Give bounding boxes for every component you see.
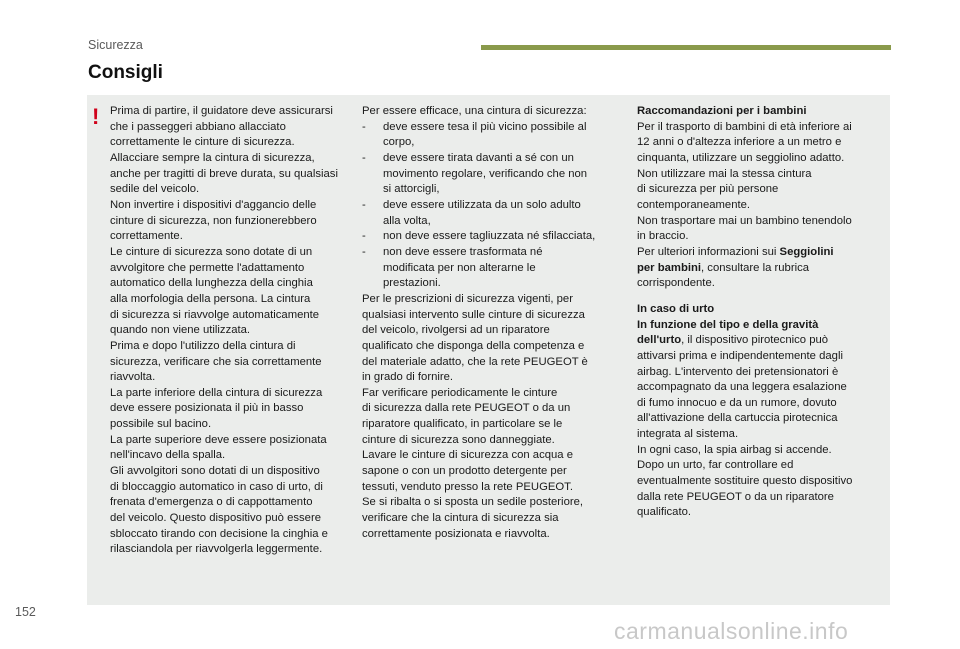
text-line: quando non viene utilizzata. bbox=[110, 324, 251, 337]
crash-first-line: dell'urto, il dispositivo pirotecnico può bbox=[637, 334, 829, 347]
text-line: di sicurezza si riavvolge automaticamente bbox=[110, 308, 320, 321]
text-line: Lavare le cinture di sicurezza con acqua e bbox=[362, 449, 573, 462]
text-line: cinquanta, utilizzare un seggiolino adatto. bbox=[637, 151, 845, 164]
crash-bold-line: In funzione del tipo e della gravità bbox=[637, 318, 819, 331]
text-line: automatico della lunghezza della cinghia bbox=[110, 277, 313, 290]
text-line: correttamente. bbox=[110, 230, 183, 243]
text-line: sbloccato tirando con decisione la cinghia e bbox=[110, 527, 328, 540]
list-item bbox=[362, 120, 624, 151]
text-line: all'attivazione della cartuccia pirotecnica bbox=[637, 412, 838, 425]
text-line: del veicolo, rivolgersi ad un riparatore bbox=[362, 324, 550, 337]
list-item bbox=[362, 229, 624, 245]
text-line: alla volta, bbox=[383, 214, 431, 227]
text-line: in grado di fornire. bbox=[362, 371, 454, 384]
text-line: di sicurezza dalla rete PEUGEOT o da un bbox=[362, 402, 571, 415]
text-line: La parte inferiore della cintura di sicurezza bbox=[110, 386, 323, 399]
text-line: In ogni caso, la spia airbag si accende. bbox=[637, 443, 832, 456]
text-line: anche per tragitti di breve durata, su qualsiasi bbox=[110, 167, 338, 180]
text-line: integrata al sistema. bbox=[637, 428, 739, 441]
text-line: Far verificare periodicamente le cinture bbox=[362, 386, 558, 399]
text-line: verificare che la cintura di sicurezza sia bbox=[362, 512, 559, 525]
text-line: non deve essere trasformata né bbox=[383, 245, 543, 258]
text-line: contemporaneamente. bbox=[637, 198, 751, 211]
text-line: Dopo un urto, far controllare ed bbox=[637, 459, 794, 472]
section-label: Sicurezza bbox=[88, 38, 143, 52]
text-line: deve essere tirata davanti a sé con un bbox=[383, 151, 574, 164]
text-line: Per le prescrizioni di sicurezza vigenti, per bbox=[362, 292, 573, 305]
text-line: movimento regolare, verificando che non bbox=[383, 167, 588, 180]
text-line: di fumo innocuo e da un rumore, dovuto bbox=[637, 396, 837, 409]
crash-heading: In caso di urto bbox=[637, 302, 715, 315]
text-line: di sicurezza per più persone bbox=[637, 183, 779, 196]
text-line: si attorcigli, bbox=[383, 183, 440, 196]
list-dash: - bbox=[362, 198, 366, 211]
text-line: qualificato. bbox=[637, 506, 692, 519]
seatbelt-requirements-list bbox=[362, 120, 624, 292]
list-dash: - bbox=[362, 151, 366, 164]
text-line: rilasciandola per riavvolgerla leggermente. bbox=[110, 543, 323, 556]
children-text bbox=[637, 120, 877, 245]
text-line: 12 anni o d'altezza inferiore a un metro e bbox=[637, 136, 842, 149]
text-line: Per il trasporto di bambini di età inferiore ai bbox=[637, 120, 852, 133]
text-line: sapone o con un prodotto detergente per bbox=[362, 465, 567, 478]
text-line: Se si ribalta o si sposta un sedile posteriore, bbox=[362, 496, 584, 509]
page-number: 152 bbox=[15, 605, 36, 619]
text-line: in braccio. bbox=[637, 230, 689, 243]
text-line: avvolgitore che permette l'adattamento bbox=[110, 261, 305, 274]
list-item bbox=[362, 198, 624, 229]
list-item bbox=[362, 245, 624, 292]
header-accent-bar bbox=[481, 45, 891, 50]
page-title: Consigli bbox=[88, 62, 163, 83]
text-line: deve essere posizionata il più in basso bbox=[110, 402, 304, 415]
text-line: prestazioni. bbox=[383, 277, 441, 290]
text-line: deve essere tesa il più vicino possibile al bbox=[383, 120, 587, 133]
text-line: riavvolta. bbox=[110, 371, 156, 384]
text-line: eventualmente sostituire questo dispositivo bbox=[637, 475, 853, 488]
seatbelt-maintenance-text bbox=[362, 292, 624, 543]
column-1-text bbox=[110, 104, 360, 558]
exclamation-warning-icon: ! bbox=[92, 104, 100, 129]
text-line: riparatore qualificato, in particolare se le bbox=[362, 418, 563, 431]
text-line: qualificato che disponga della competenza e bbox=[362, 339, 585, 352]
children-heading: Raccomandazioni per i bambini bbox=[637, 105, 807, 117]
text-line: nell'incavo della spalla. bbox=[110, 449, 226, 462]
children-reference-line-2: per bambini, consultare la rubrica bbox=[637, 261, 810, 274]
text-line: Gli avvolgitori sono dotati di un dispositivo bbox=[110, 465, 320, 478]
text-line: dalla rete PEUGEOT o da un riparatore bbox=[637, 490, 834, 503]
text-line: del materiale adatto, che la rete PEUGEOT è bbox=[362, 355, 588, 368]
text-line: attivarsi prima e indipendentemente dagli bbox=[637, 349, 843, 362]
text-line: di bloccaggio automatico in caso di urto, di bbox=[110, 480, 323, 493]
text-line: correttamente posizionata e riavvolta. bbox=[362, 527, 550, 540]
text-line: Prima di partire, il guidatore deve assicurarsi bbox=[110, 105, 333, 117]
watermark: carmanualsonline.info bbox=[614, 618, 849, 644]
text-line: Le cinture di sicurezza sono dotate di un bbox=[110, 245, 313, 258]
text-line: frenata d'emergenza o di cappottamento bbox=[110, 496, 313, 509]
text-line: corpo, bbox=[383, 136, 415, 149]
list-dash: - bbox=[362, 230, 366, 243]
text-line: Non utilizzare mai la stessa cintura bbox=[637, 167, 812, 180]
text-line: cinture di sicurezza sono danneggiate. bbox=[362, 433, 555, 446]
text-line: possibile sul bacino. bbox=[110, 418, 212, 431]
seatbelt-intro: Per essere efficace, una cintura di sicurezza: bbox=[362, 105, 587, 117]
text-line: sicurezza, verificare che sia correttamente bbox=[110, 355, 322, 368]
column-2-text bbox=[362, 104, 624, 542]
text-line: non deve essere tagliuzzata né sfilacciata, bbox=[383, 230, 596, 243]
column-3-text bbox=[637, 104, 877, 521]
text-line: modificata per non alterarne le bbox=[383, 261, 536, 274]
text-line: correttamente le cinture di sicurezza. bbox=[110, 136, 295, 149]
text-line: cinture di sicurezza, non funzionerebbero bbox=[110, 214, 317, 227]
text-line: accompagnato da una leggera esalazione bbox=[637, 381, 847, 394]
list-dash: - bbox=[362, 120, 366, 133]
text-line: deve essere utilizzata da un solo adulto bbox=[383, 198, 581, 211]
text-line: Prima e dopo l'utilizzo della cintura di bbox=[110, 339, 296, 352]
text-line: che i passeggeri abbiano allacciato bbox=[110, 120, 286, 133]
text-line: La parte superiore deve essere posizionata bbox=[110, 433, 327, 446]
text-line: tessuti, venduto presso la rete PEUGEOT. bbox=[362, 480, 573, 493]
text-line: qualsiasi intervento sulle cinture di sicurezza bbox=[362, 308, 585, 321]
list-dash: - bbox=[362, 245, 366, 258]
list-item bbox=[362, 151, 624, 198]
text-line: airbag. L'intervento dei pretensionatori è bbox=[637, 365, 839, 378]
children-reference: Per ulteriori informazioni sui Seggiolini bbox=[637, 245, 834, 258]
children-reference-line-3: corrispondente. bbox=[637, 277, 715, 290]
crash-text bbox=[637, 349, 877, 521]
text-line: sedile del veicolo. bbox=[110, 183, 200, 196]
text-line: del veicolo. Questo dispositivo può essere bbox=[110, 512, 321, 525]
text-line: Non trasportare mai un bambino tenendolo bbox=[637, 214, 852, 227]
text-line: Allacciare sempre la cintura di sicurezza, bbox=[110, 151, 315, 164]
text-line: Non invertire i dispositivi d'aggancio delle bbox=[110, 198, 317, 211]
text-line: alla morfologia della persona. La cintura bbox=[110, 292, 311, 305]
